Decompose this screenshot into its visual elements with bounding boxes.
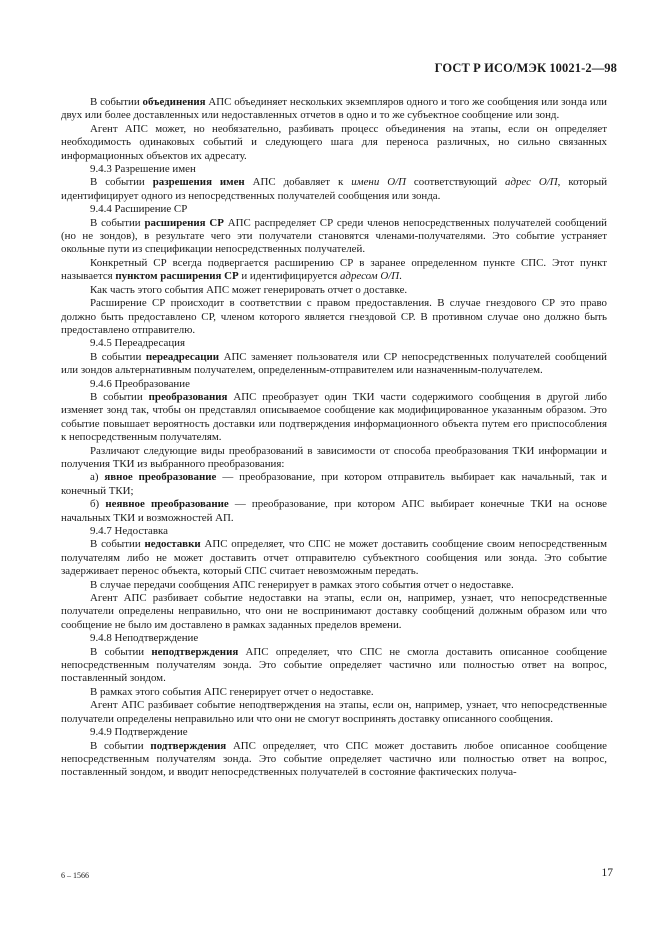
text-run: соответствующий (405, 176, 506, 189)
paragraph (61, 471, 607, 498)
paragraph (61, 592, 607, 632)
paragraph (61, 538, 607, 578)
text-run: АПС преобразует один ТКИ части содержимого сообщения в другой либо изменяет зонд так, чтобы он представлял описываемое сообщение как модифицированное указанным образом. Это событие повышает вероятность доставки или подтверждения информационного объекта путем его приспособления к непосредственным получателям. (61, 390, 607, 444)
text-run: АПС определяет, что СПС не смогла доставить описанное сообщение непосредственным получателям зонда. Это событие определяет частично или полностью ответ на вопрос, поставленный зондом. (61, 645, 607, 685)
paragraph (61, 284, 607, 297)
section-heading (61, 726, 607, 739)
section-heading (61, 203, 607, 216)
paragraph (61, 686, 607, 699)
text-run: — преобразование, при котором отправитель выбирает как начальный, так и конечный ТКИ; (61, 471, 608, 497)
text-run: В событии (90, 350, 146, 363)
term-bold: недоставки (144, 538, 201, 551)
body-text (61, 96, 607, 780)
text-run: В событии (90, 216, 145, 229)
text-run: Расширение СР происходит в соответствии с правом предоставления. В случае гнездового СР это право должно быть предоставлено СР, членом которого является гнездовой СР. В противном случае оно должно быть предоставлено отправителю. (61, 297, 607, 336)
text-run: 9.4.9 Подтверждение (90, 726, 188, 739)
text-run: В событии (90, 538, 145, 551)
term-bold: неподтверждения (151, 645, 239, 658)
text-run: АПС объединяет нескольких экземпляров одного и того же сообщения или зонда или двух или более доставленных или недоставленных отчетов в одно и то же субъектное сообщение или зонд. (61, 96, 607, 122)
text-run: Как часть этого события АПС может генерировать отчет о доставке. (90, 283, 408, 296)
paragraph (61, 217, 607, 257)
paragraph (61, 445, 607, 472)
paragraph (61, 579, 607, 592)
term-bold: расширения СР (144, 216, 224, 229)
text-run: , который идентифицирует одного из непосредственных получателей сообщения или зонда. (61, 176, 608, 202)
text-run: Различают следующие виды преобразований в зависимости от способа преобразования ТКИ информации и получения ТКИ из выбранного преобразования: (61, 444, 607, 470)
paragraph (61, 498, 607, 525)
text-run: б) (90, 498, 106, 511)
term-italic: адрес О/П (505, 176, 558, 189)
text-run: В событии (90, 645, 152, 658)
section-heading (61, 525, 607, 538)
page-number: 17 (601, 867, 613, 879)
section-heading (61, 163, 607, 176)
paragraph (61, 123, 607, 163)
text-run: АПС добавляет к (244, 176, 352, 189)
text-run: 9.4.4 Расширение СР (90, 203, 188, 216)
text-run: 9.4.6 Преобразование (90, 377, 190, 390)
paragraph (61, 257, 607, 284)
term-bold: преобразования (148, 390, 228, 403)
text-run: . (399, 270, 402, 283)
text-run: В событии (90, 176, 153, 189)
text-run: АПС определяет, что СПС не может доставить сообщение своим непосредственным получателям либо не может доставить отчет отправителю субъектного сообщения или зонда. Это событие задерживает перенос объекта, который СПС считает невозможным передать. (61, 538, 607, 578)
text-run: В случае передачи сообщения АПС генерирует в рамках этого события отчет о недоставке. (90, 578, 514, 591)
text-run: АПС распределяет СР среди членов непосредственных получателей сообщений (но не зондов), в результате чего эти получатели становятся членами-получателями. Это событие устраняет окольные пути из спецификации непосредственных получателей. (61, 216, 607, 256)
text-run: 9.4.3 Разрешение имен (90, 163, 196, 176)
text-run: В событии (90, 96, 143, 108)
text-run: 9.4.7 Недоставка (90, 525, 168, 537)
text-run: — преобразование, при котором АПС выбирает конечные ТКИ на основе начальных ТКИ и возможностей АП. (61, 498, 608, 524)
text-run: 9.4.8 Неподтверждение (90, 632, 199, 645)
text-run: и идентифицируется (238, 270, 340, 283)
text-run: В событии (90, 390, 149, 403)
paragraph (61, 646, 607, 686)
term-bold: явное преобразование (104, 471, 217, 484)
text-run: а) (90, 471, 105, 484)
document-code-header: ГОСТ Р ИСО/МЭК 10021-2—98 (434, 61, 617, 75)
text-run: АПС заменяет пользователя или СР непосредственных получателей сообщений или зондов альтернативным получателем, определенным-отправителем или назначенным-получателем. (61, 350, 607, 377)
term-bold: объединения (142, 96, 206, 108)
term-bold: неявное преобразование (105, 498, 229, 511)
text-run: В рамках этого события АПС генерирует отчет о недоставке. (90, 685, 374, 698)
text-run: 9.4.5 Переадресация (90, 337, 186, 350)
text-run: Агент АПС может, но необязательно, разбивать процесс объединения на этапы, если он определяет необходимость одинаковых событий и следующего шага для переноса различных, но сильно связанных информационных объектов их адресату. (61, 122, 607, 162)
term-bold: подтверждения (150, 739, 227, 752)
term-italic: имени О/П (351, 176, 406, 189)
paragraph (61, 176, 607, 203)
section-heading (61, 632, 607, 645)
print-code: 6 – 1566 (61, 871, 89, 880)
text-run: Агент АПС разбивает событие недоставки на этапы, если он, например, узнает, что непосредственные получатели определены неправильно, что они не воспринимают доставку сообщений должным образом или что сообщение не было им доставлено в рамках заданных пределов времени. (61, 592, 607, 631)
term-italic: адресом О/П (339, 270, 400, 283)
section-heading (61, 337, 607, 350)
paragraph (61, 391, 607, 445)
paragraph (61, 740, 607, 780)
paragraph (61, 351, 607, 378)
term-bold: переадресации (145, 350, 220, 363)
text-run: АПС определяет, что СПС может доставить любое описанное сообщение непосредственным получателям зонда. Это событие определяет частично или полностью ответ на вопрос, поставленный зондом, и вводит непосредственных получателей в состояние фактических получа- (61, 739, 607, 779)
text-run: Агент АПС разбивает событие неподтверждения на этапы, если он, например, узнает, что непосредственные получатели определены неправильно или что они не смогут воспринять доставку описанного сообщения. (61, 699, 607, 725)
text-run: В событии (90, 739, 151, 752)
term-bold: разрешения имен (152, 176, 245, 189)
paragraph (61, 96, 607, 123)
paragraph (61, 297, 607, 337)
text-run: Конкретный СР всегда подвергается расширению СР в заранее определенном пункте СПС. Этот пункт называется (61, 256, 607, 283)
term-bold: пунктом расширения СР (115, 270, 239, 283)
paragraph (61, 699, 607, 726)
section-heading (61, 378, 607, 391)
